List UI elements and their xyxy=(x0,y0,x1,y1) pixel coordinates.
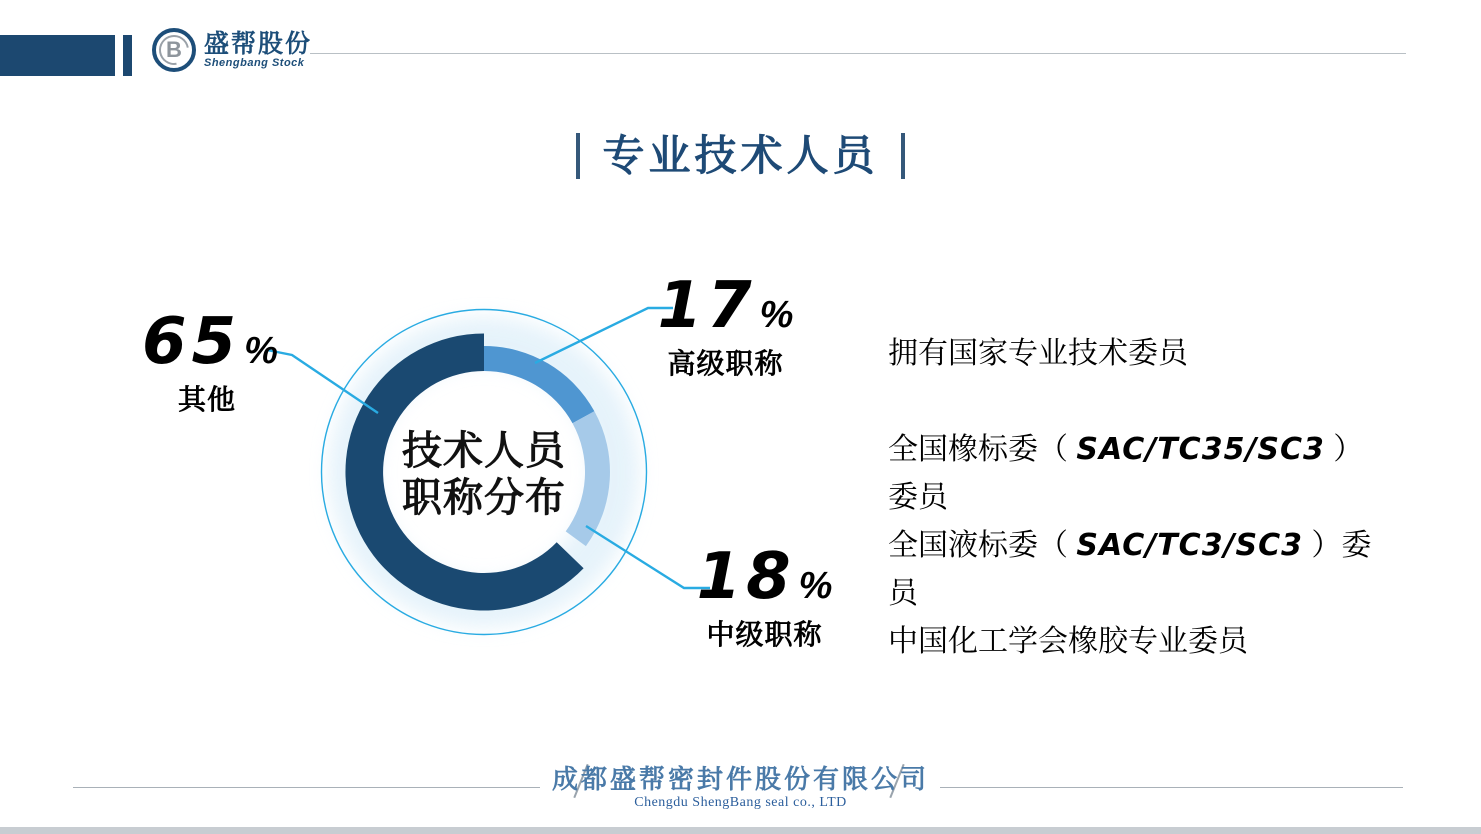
page-title: 专业技术人员 xyxy=(602,132,879,179)
info-line: 全国液标委（ SAC/TC3/SC3 ）委 xyxy=(888,528,1372,563)
info-line: 拥有国家专业技术委员 xyxy=(888,337,1188,370)
info-line: 全国橡标委（ SAC/TC35/SC3 ） xyxy=(888,432,1364,467)
logo-company-name: 盛帮股份 xyxy=(204,29,313,58)
info-text-block xyxy=(888,330,1413,666)
callout-intermediate-label: 中级职称 xyxy=(706,619,823,650)
callout-intermediate-unit: % xyxy=(798,565,833,607)
callout-senior-label: 高级职称 xyxy=(667,348,784,379)
donut-center-line1: 技术人员 xyxy=(402,429,566,473)
footer-company xyxy=(0,764,1481,811)
callout-intermediate-value: 18 xyxy=(696,540,796,614)
info-line: 委员 xyxy=(888,481,948,514)
logo-company-subtext: Shengbang Stock xyxy=(204,57,305,70)
info-line: 中国化工学会橡胶专业委员 xyxy=(888,625,1248,658)
footer-company-name-en: Chengdu ShengBang seal co., LTD xyxy=(634,795,847,811)
callout-senior-value: 17 xyxy=(657,269,757,343)
callout-senior-unit: % xyxy=(759,294,794,336)
info-line: 员 xyxy=(888,577,918,610)
info-line-latin: SAC/TC35/SC3 xyxy=(1076,432,1325,467)
callout-other-label: 其他 xyxy=(177,384,236,415)
callout-other xyxy=(142,305,278,418)
info-line-latin: SAC/TC3/SC3 xyxy=(1076,528,1304,563)
logo-monogram: B xyxy=(166,37,182,62)
donut-center-label xyxy=(374,428,594,522)
footer-company-name-cn: 成都盛帮密封件股份有限公司 xyxy=(551,764,929,794)
bottom-accent-bar xyxy=(0,827,1481,834)
donut-center-line2: 职称分布 xyxy=(402,476,566,520)
callout-intermediate xyxy=(692,540,837,653)
callout-senior xyxy=(653,269,798,382)
callout-other-unit: % xyxy=(244,330,278,372)
callout-other-value: 65 xyxy=(142,305,242,379)
info-line xyxy=(888,378,1413,426)
